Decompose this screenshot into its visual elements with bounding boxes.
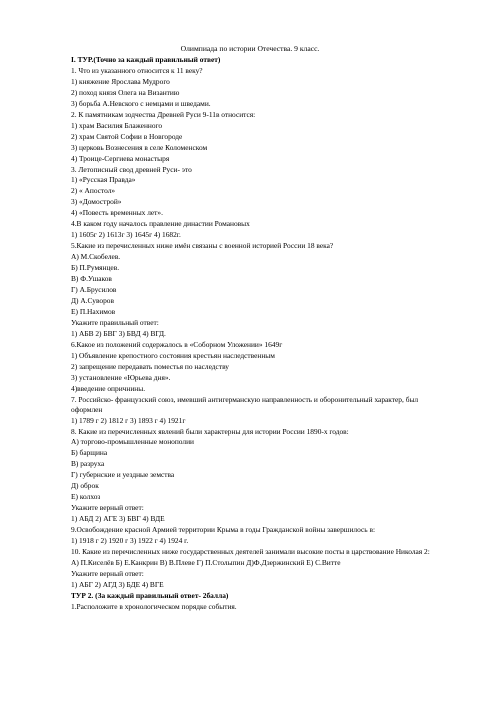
document-line: 1) 1918 г 2) 1920 г 3) 1922 г 4) 1924 г. — [71, 536, 189, 546]
document-line: 3) церковь Вознесения в селе Коломенском — [71, 142, 208, 152]
document-line: 7. Российско- французский союз, имевший антигерманскую направленность и оборонительный характер, был оформлен — [71, 394, 419, 414]
document-line: 2. К памятникам зодчества Древней Руси 9-11в относится: — [71, 109, 256, 119]
document-line: 10. Какие из перечисленных ниже государственных деятелей занимали высокие посты в царствование Николая 2: — [71, 546, 430, 556]
document-line: 4)введение опричнины. — [71, 383, 146, 393]
document-line: 4) «Повесть временных лет». — [71, 208, 163, 218]
document-line: 2) « Апостол» — [71, 186, 116, 196]
document-line: Б) П.Румянцев. — [71, 263, 120, 273]
document-line: А) торгово-промышленные монополии — [71, 437, 194, 447]
document-line: В) разруха — [71, 459, 105, 469]
document-line: В) Ф.Ушаков — [71, 274, 112, 284]
document-line: 1) княжение Ярослава Мудрого — [71, 76, 170, 86]
document-line: 4.В каком году началось правление династии Романовых — [71, 219, 250, 229]
document-line: 1) 1789 г 2) 1812 г 3) 1893 г 4) 1921г — [71, 415, 186, 425]
document-line: 1) Объявление крепостного состояния крестьян наследственным — [71, 350, 275, 360]
document-line: 1) АБД 2) АГЕ 3) БВГ 4) ВДЕ — [71, 514, 165, 524]
document-line: 3) установление «Юрьева дня». — [71, 372, 171, 382]
document-line: Е) П.Нахимов — [71, 306, 116, 316]
document-line: Б) барщина — [71, 448, 108, 458]
document-body — [71, 55, 433, 613]
document-line: 3) «Домострой» — [71, 197, 122, 207]
document-line: 1) АБГ 2) АГД 3) БДЕ 4) ВГЕ — [71, 579, 164, 589]
document-line: 9.Освобождение красной Армией территории Крыма в годы Гражданской войны завершилось в: — [71, 525, 376, 535]
document-line: 2) поход князя Олега на Византию — [71, 87, 180, 97]
page-title: Олимпиада по истории Отечества. 9 класс. — [180, 44, 320, 53]
document-line: 1) 1605г 2) 1613г 3) 1645г 4) 1682г. — [71, 230, 181, 240]
document-line: А) М.Скобелев. — [71, 252, 121, 262]
section-heading: I. ТУР.(Точно за каждый правильный ответ) — [71, 55, 221, 64]
document-line: 2) запрещение передавать поместья по наследству — [71, 361, 229, 371]
document-line: Г) А.Брусилов — [71, 285, 117, 295]
document-line: 2) храм Святой Софии в Новгороде — [71, 131, 183, 141]
document-line: 1) храм Василия Блаженного — [71, 120, 163, 130]
document-line: Д) А.Суворов — [71, 295, 114, 305]
document-line: 1.Расположите в хронологическом порядке события. — [71, 601, 237, 611]
document-line: А) П.Киселёв Б) Е.Канкрин В) В.Плеве Г) П.Столыпин Д)Ф.Дзержинский Е) С.Витте — [71, 557, 341, 567]
document-line: 3) борьба А.Невского с немцами и шведами. — [71, 98, 211, 108]
document-line: 1) «Русская Правда» — [71, 175, 136, 185]
document-line: 4) Троице-Сергиева монастыря — [71, 153, 170, 163]
document-line: 1) АБВ 2) БВГ 3) БВД 4) ВГД. — [71, 328, 166, 338]
document-line: 6.Какое из положений содержалось в «Соборном Уложении» 1649г — [71, 339, 283, 349]
document-line: Д) оброк — [71, 481, 99, 491]
document-line: 1. Что из указанного относится к 11 веку? — [71, 65, 203, 75]
document-line: Укажите верный ответ: — [71, 503, 144, 513]
document-line: Г) губернские и уездные земства — [71, 470, 175, 480]
section-heading: ТУР 2. (За каждый правильный ответ- 2балла) — [71, 590, 229, 600]
document-line: 3. Летописный свод древней Руси- это — [71, 164, 192, 174]
document-line: Е) колхоз — [71, 492, 101, 502]
document-line: Укажите верный ответ: — [71, 568, 144, 578]
document-line: 5.Какие из перечисленных ниже имён связаны с военной историей России 18 века? — [71, 241, 334, 251]
document-line: 8. Какие из перечисленных явлений были характерны для истории России 1890-х годов: — [71, 426, 349, 436]
document-line: Укажите правильный ответ: — [71, 317, 159, 327]
